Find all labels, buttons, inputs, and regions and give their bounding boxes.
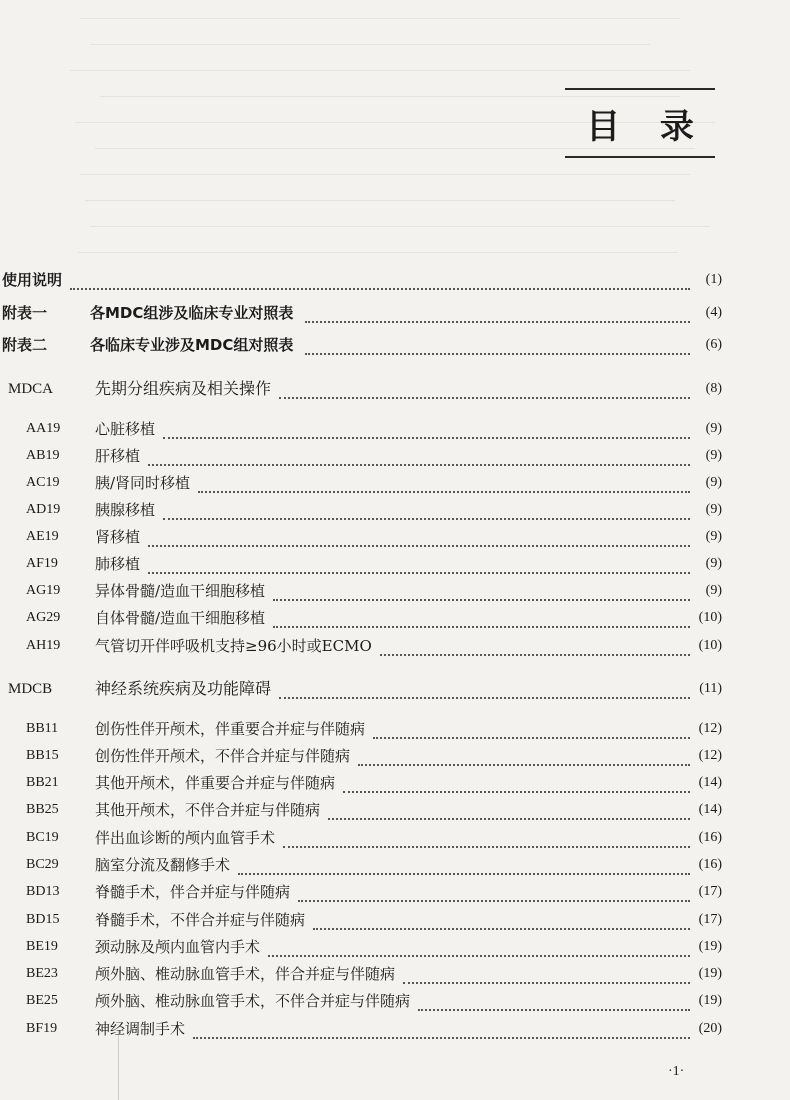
toc-entry-label: 各临床专业涉及MDC组对照表 [90,336,294,354]
toc-entry [0,471,790,495]
toc-entry-page: (9) [705,583,722,598]
toc-entry-code: AF19 [26,556,58,571]
toc-entry [0,301,790,325]
dot-leader [380,638,690,656]
toc-entry-label: 心脏移植 [95,420,156,438]
toc-entry-code: BD13 [26,884,60,899]
toc-entry-label: 胰/肾同时移植 [95,474,191,492]
toc-entry-code: AA19 [26,421,61,436]
toc-title: 目 录 [586,106,708,147]
toc-entry [0,606,790,630]
toc-entry-page: (20) [698,1021,722,1036]
toc-entry-code: BE25 [26,993,58,1008]
dot-leader [403,966,690,984]
toc-entry-label: 颅外脑、椎动脉血管手术，不伴合并症与伴随病 [95,992,411,1010]
toc-entry-label: 其他开颅术，伴重要合并症与伴随病 [95,774,336,792]
dot-leader [70,272,690,290]
toc-entry-code: 附表二 [2,336,48,354]
toc-entry [0,908,790,932]
toc-entry-page: (16) [698,830,722,845]
toc-entry-page: (12) [698,748,722,763]
toc-entry-label: 胰腺移植 [95,501,156,519]
toc-entry-page: (9) [705,529,722,544]
toc-entry [0,377,790,401]
toc-entry-page: (14) [698,775,722,790]
toc-entry-code: AC19 [26,475,60,490]
toc-entry-label: 先期分组疾病及相关操作 [95,379,272,398]
toc-entry-label: 肺移植 [95,555,141,573]
toc-entry-label: 各MDC组涉及临床专业对照表 [90,304,294,322]
toc-entry-page: (19) [698,939,722,954]
toc-entry [0,717,790,741]
toc-entry-label: 脑室分流及翻修手术 [95,856,231,874]
toc-entry-code: AG19 [26,583,61,598]
toc-entry-page: (9) [705,475,722,490]
dot-leader [328,802,690,820]
dot-leader [148,529,690,547]
toc-entry [0,962,790,986]
toc-entry-label: 伴出血诊断的颅内血管手术 [95,829,276,847]
toc-entry-code: AD19 [26,502,61,517]
toc-entry-code: BC29 [26,857,59,872]
toc-entry-page: (16) [698,857,722,872]
dot-leader [273,610,690,628]
dot-leader [305,305,690,323]
toc-entry-code: 附表一 [2,304,48,322]
toc-entry-label: 肝移植 [95,447,141,465]
toc-entry-label: 创伤性伴开颅术，伴重要合并症与伴随病 [95,720,366,738]
toc-entry-code: MDCB [8,681,53,697]
toc-entry-page: (11) [699,681,722,696]
dot-leader [279,681,690,699]
toc-entry [0,634,790,658]
dot-leader [193,1021,690,1039]
toc-entry [0,498,790,522]
binding-shadow [118,1030,119,1100]
toc-entry-code: AH19 [26,638,61,653]
page-number: ·1· [668,1064,685,1079]
toc-entry-code: BF19 [26,1021,58,1036]
dot-leader [298,884,690,902]
dot-leader [238,857,690,875]
toc-entry-page: (9) [705,556,722,571]
toc-entry-label: 颈动脉及颅内血管内手术 [95,938,261,956]
dot-leader [305,337,690,355]
toc-entry-label: 异体骨髓/造血干细胞移植 [95,582,266,600]
toc-entry-code: BC19 [26,830,59,845]
toc-entry-code: BB11 [26,721,59,736]
toc-entry-page: (6) [705,337,722,352]
toc-entry-page: (10) [698,638,722,653]
toc-entry-code: BB21 [26,775,59,790]
toc-entry-label: 其他开颅术，不伴合并症与伴随病 [95,801,321,819]
toc-entry-page: (1) [705,272,722,287]
toc-entry-code: AE19 [26,529,59,544]
toc-entry-page: (4) [705,305,722,320]
toc-entry-page: (9) [705,502,722,517]
dot-leader [268,939,690,957]
toc-entry [0,798,790,822]
toc-entry-code: BE19 [26,939,58,954]
toc-entry [0,579,790,603]
toc-entry-code: BB15 [26,748,59,763]
dot-leader [313,912,690,930]
toc-entry [0,525,790,549]
toc-entry-code: MDCA [8,381,54,397]
toc-entry-label: 肾移植 [95,528,141,546]
toc-entry-label: 使用说明 [2,271,63,289]
toc-entry-label: 脊髓手术，伴合并症与伴随病 [95,883,291,901]
toc-entry-page: (9) [705,448,722,463]
toc-entry [0,880,790,904]
toc-entry-label: 创伤性伴开颅术，不伴合并症与伴随病 [95,747,351,765]
toc-entry-code: BE23 [26,966,58,981]
toc-entry-label: 自体骨髓/造血干细胞移植 [95,609,266,627]
toc-entry-page: (10) [698,610,722,625]
dot-leader [148,448,690,466]
toc-entry [0,677,790,701]
toc-entry-code: BD15 [26,912,60,927]
toc-entry-page: (17) [698,884,722,899]
dot-leader [343,775,690,793]
dot-leader [373,721,690,739]
dot-leader [273,583,690,601]
toc-entry [0,417,790,441]
toc-entry [0,444,790,468]
toc-entry-label: 神经系统疾病及功能障碍 [95,679,272,698]
toc-entry-page: (19) [698,993,722,1008]
toc-entry-page: (9) [705,421,722,436]
dot-leader [358,748,690,766]
toc-entry-page: (8) [705,381,722,396]
toc-entry-page: (12) [698,721,722,736]
toc-title-box [565,88,715,158]
toc-entry [0,333,790,357]
toc-entry-label: 颅外脑、椎动脉血管手术，伴合并症与伴随病 [95,965,396,983]
toc-entry [0,771,790,795]
dot-leader [418,993,690,1011]
toc-entry-code: AB19 [26,448,60,463]
dot-leader [283,830,690,848]
dot-leader [198,475,690,493]
toc-entry-page: (17) [698,912,722,927]
toc-entry-page: (19) [698,966,722,981]
dot-leader [148,556,690,574]
toc-entry-page: (14) [698,802,722,817]
toc-entry [0,935,790,959]
toc-entry [0,552,790,576]
toc-entry [0,989,790,1013]
toc-entry [0,853,790,877]
toc-entry-label: 气管切开伴呼吸机支持≥96小时或ECMO [95,637,372,655]
toc-entry-code: AG29 [26,610,61,625]
toc-entry [0,268,790,292]
toc-entry [0,744,790,768]
dot-leader [163,502,690,520]
dot-leader [279,381,690,399]
toc-entry-label: 脊髓手术，不伴合并症与伴随病 [95,911,306,929]
toc-entry-code: BB25 [26,802,59,817]
toc-entry [0,826,790,850]
toc-entry-label: 神经调制手术 [95,1020,186,1038]
dot-leader [163,421,690,439]
